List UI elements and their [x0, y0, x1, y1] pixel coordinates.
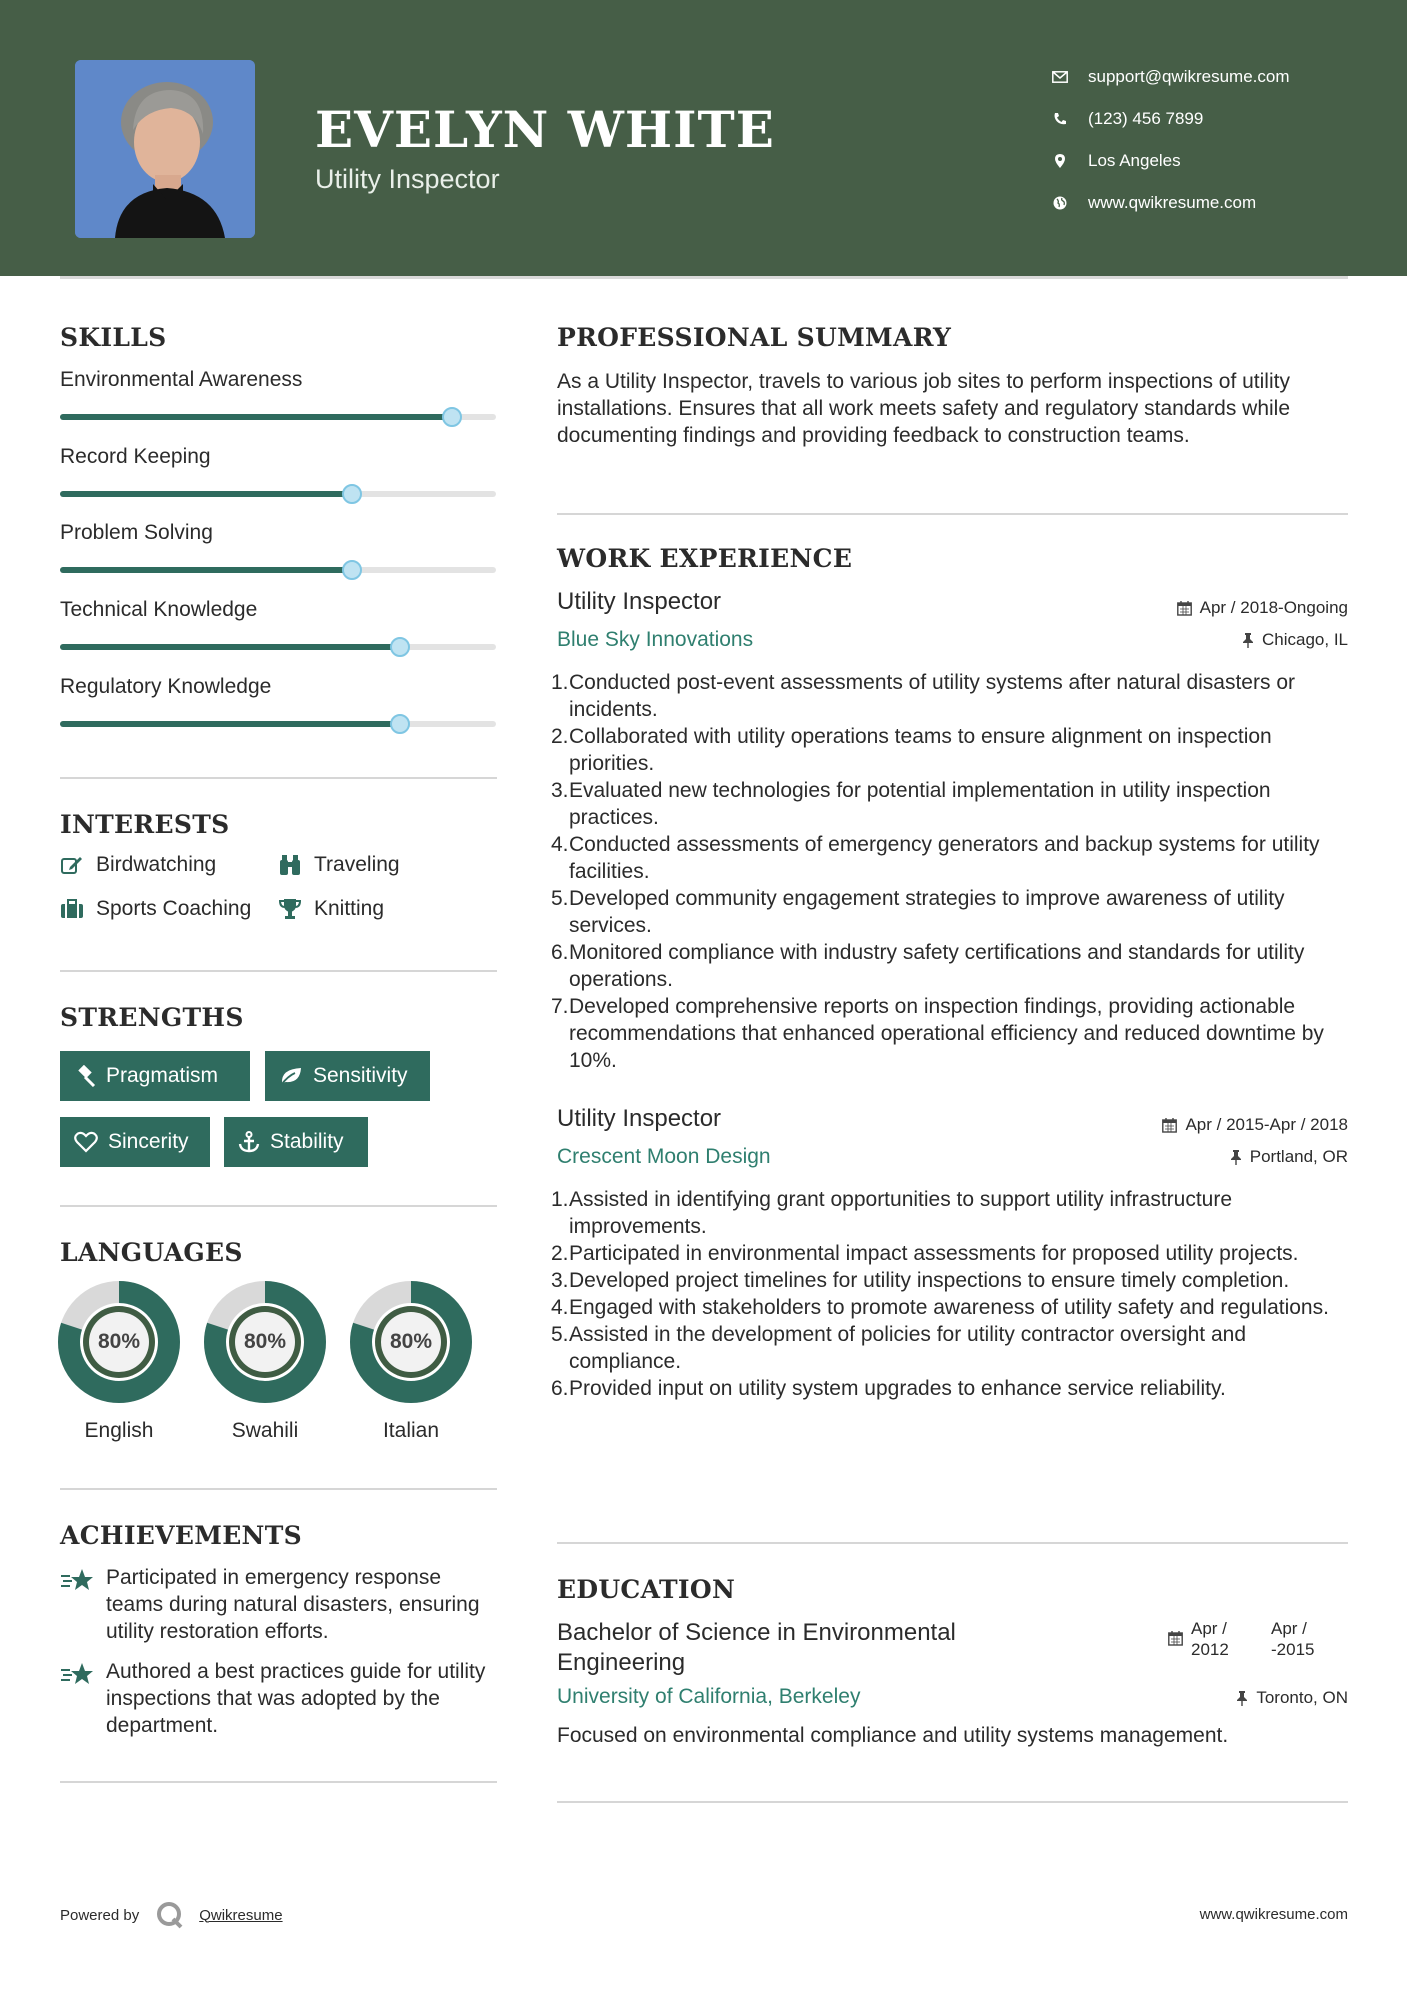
skill-bar — [60, 567, 496, 573]
language-item — [57, 1281, 181, 1443]
contact-location — [1050, 140, 1290, 182]
job-location-text: Chicago, IL — [1262, 630, 1348, 649]
interest-label: Birdwatching — [96, 853, 217, 876]
education-location-text: Toronto, ON — [1256, 1688, 1348, 1707]
education-end: Apr / -2015 — [1271, 1619, 1315, 1659]
section-divider — [60, 1781, 497, 1783]
interest-item — [60, 853, 216, 877]
interest-item — [278, 897, 384, 921]
candidate-name: EVELYN WHITE — [315, 100, 775, 159]
skill-label: Record Keeping — [60, 445, 211, 468]
shooting-star-icon — [60, 1658, 96, 1739]
section-divider — [60, 1205, 497, 1207]
contact-email-text: support@qwikresume.com — [1088, 67, 1290, 86]
job-title: Utility Inspector — [557, 1105, 722, 1132]
language-name: English — [84, 1419, 154, 1442]
strength-tag — [224, 1117, 368, 1167]
education-dates — [1168, 1618, 1314, 1660]
job-bullet: 3. Evaluated new technologies for potential implementation in utility inspection practices. — [551, 779, 1271, 829]
job-bullet: 2. Collaborated with utility operations teams to ensure alignment on inspection priorities. — [551, 725, 1272, 775]
skill-bar — [60, 721, 496, 727]
interest-item — [60, 897, 251, 921]
skill-bar — [60, 644, 496, 650]
interest-item — [278, 853, 400, 877]
calendar-icon — [1168, 1618, 1183, 1660]
candidate-role: Utility Inspector — [315, 164, 500, 194]
job-bullets — [551, 669, 1357, 1074]
language-item — [203, 1281, 327, 1443]
job-bullets — [551, 1186, 1357, 1402]
skill-bar-knob — [442, 407, 462, 427]
contact-phone[interactable] — [1050, 98, 1290, 140]
phone-icon — [1050, 112, 1070, 126]
binoculars-icon — [278, 853, 302, 877]
skill-bar-fill — [60, 721, 400, 727]
globe-icon — [1050, 196, 1070, 210]
interests-title: INTERESTS — [60, 810, 230, 839]
education-degree-line: Bachelor of Science in Environmental — [557, 1619, 956, 1646]
job-bullet: 1. Conducted post-event assessments of utility systems after natural disasters or incidents. — [551, 671, 1295, 721]
section-divider — [60, 970, 497, 972]
job-company: Crescent Moon Design — [557, 1145, 771, 1168]
skill-bar-knob — [342, 484, 362, 504]
trophy-icon — [278, 897, 302, 921]
interest-label: Knitting — [314, 897, 385, 920]
skill-bar-fill — [60, 491, 352, 497]
skill-bar-knob — [390, 637, 410, 657]
pushpin-icon — [1236, 1691, 1248, 1706]
job-bullet: 3. Developed project timelines for utility inspections to ensure timely completion. — [551, 1269, 1290, 1292]
skill-bar-knob — [390, 714, 410, 734]
job-bullet: 2. Participated in environmental impact assessments for proposed utility projects. — [551, 1242, 1299, 1265]
education-school: University of California, Berkeley — [557, 1685, 861, 1708]
strength-tag — [60, 1117, 210, 1167]
job-title: Utility Inspector — [557, 588, 722, 615]
footer-url[interactable]: www.qwikresume.com — [1199, 1906, 1348, 1923]
contact-phone-text: (123) 456 7899 — [1088, 109, 1204, 128]
language-percent: 80% — [97, 1330, 141, 1353]
pushpin-icon — [1230, 1150, 1242, 1165]
contact-website[interactable] — [1050, 182, 1290, 224]
contact-list — [1050, 56, 1290, 224]
section-divider — [557, 1542, 1348, 1544]
footer-powered-by — [60, 1900, 283, 1930]
job-company: Blue Sky Innovations — [557, 628, 754, 651]
job-dates-text: Apr / 2018-Ongoing — [1199, 598, 1348, 617]
strength-label: Sensitivity — [313, 1064, 408, 1087]
map-pin-icon — [1050, 154, 1070, 168]
language-progress-ring — [58, 1281, 180, 1403]
section-divider — [557, 513, 1348, 515]
strength-tag — [265, 1051, 430, 1101]
skill-bar-fill — [60, 414, 452, 420]
job-bullet: 4. Conducted assessments of emergency generators and backup systems for utility facilities. — [551, 833, 1320, 883]
strength-label: Pragmatism — [106, 1064, 219, 1087]
skill-label: Technical Knowledge — [60, 598, 258, 621]
powered-by-text: Powered by — [60, 1906, 140, 1924]
job-bullet: 1. Assisted in identifying grant opportunities to support utility infrastructure improvements. — [551, 1188, 1233, 1238]
interest-label: Traveling — [314, 853, 400, 876]
skill-bar — [60, 414, 496, 420]
strength-label: Stability — [270, 1130, 344, 1153]
contact-email[interactable] — [1050, 56, 1290, 98]
header-divider — [60, 276, 1348, 279]
qwikresume-logo-icon — [155, 1900, 185, 1930]
envelope-icon — [1050, 71, 1070, 83]
skill-bar — [60, 491, 496, 497]
strength-label: Sincerity — [108, 1130, 189, 1153]
experience-title: WORK EXPERIENCE — [557, 544, 853, 573]
achievement-text: Authored a best practices guide for utility inspections that was adopted by the department. — [106, 1660, 486, 1737]
language-name: Italian — [382, 1419, 440, 1442]
skill-label: Regulatory Knowledge — [60, 675, 272, 698]
summary-text: As a Utility Inspector, travels to various job sites to perform inspections of utility installations. Ensures that all work meets safety and regulatory standards while documenting findings and providing feedback to construction teams. — [557, 370, 1291, 447]
job-bullet: 6. Provided input on utility system upgrades to enhance service reliability. — [551, 1377, 1226, 1400]
strengths-title: STRENGTHS — [60, 1003, 244, 1032]
gavel-icon — [74, 1065, 96, 1087]
job-bullet: 6. Monitored compliance with industry safety certifications and standards for utility operations. — [551, 941, 1305, 991]
language-name: Swahili — [231, 1419, 299, 1442]
skill-label: Problem Solving — [60, 521, 213, 544]
briefcase-icon — [60, 897, 84, 921]
language-progress-ring — [204, 1281, 326, 1403]
calendar-icon — [1162, 1118, 1177, 1133]
resume-header — [0, 0, 1407, 276]
shooting-star-icon — [60, 1564, 96, 1645]
job-location — [1230, 1147, 1348, 1167]
pushpin-icon — [1242, 633, 1254, 648]
section-divider — [557, 1801, 1348, 1803]
calendar-icon — [1177, 601, 1192, 616]
contact-website-text: www.qwikresume.com — [1088, 193, 1257, 212]
job-dates — [1177, 598, 1348, 618]
achievement-item — [60, 1564, 500, 1645]
anchor-icon — [238, 1131, 260, 1153]
job-bullet: 7. Developed comprehensive reports on inspection findings, providing actionable recommendations that enhanced operational efficiency and reduced downtime by 10%. — [551, 995, 1324, 1072]
contact-location-text: Los Angeles — [1088, 151, 1181, 170]
qwikresume-link[interactable]: Qwikresume — [199, 1906, 283, 1924]
job-dates-text: Apr / 2015-Apr / 2018 — [1185, 1115, 1348, 1134]
skill-label: Environmental Awareness — [60, 368, 303, 391]
language-progress-ring — [350, 1281, 472, 1403]
job-bullet: 5. Assisted in the development of policies for utility contractor oversight and compliance. — [551, 1323, 1247, 1373]
language-percent: 80% — [243, 1330, 287, 1353]
education-description: Focused on environmental compliance and utility systems management. — [557, 1724, 1229, 1747]
job-bullet: 4. Engaged with stakeholders to promote awareness of utility safety and regulations. — [551, 1296, 1329, 1319]
education-degree — [557, 1618, 956, 1678]
summary-title: PROFESSIONAL SUMMARY — [557, 323, 952, 352]
languages-title: LANGUAGES — [60, 1238, 243, 1267]
skill-bar-fill — [60, 644, 400, 650]
job-location — [1242, 630, 1348, 650]
job-location-text: Portland, OR — [1249, 1147, 1348, 1166]
heart-icon — [74, 1131, 98, 1153]
language-item — [349, 1281, 473, 1443]
interest-label: Sports Coaching — [96, 897, 252, 920]
achievement-item — [60, 1658, 500, 1739]
achievements-title: ACHIEVEMENTS — [60, 1521, 302, 1550]
job-bullet: 5. Developed community engagement strategies to improve awareness of utility services. — [551, 887, 1285, 937]
achievement-text: Participated in emergency response teams during natural disasters, ensuring utility restoration efforts. — [106, 1566, 480, 1643]
skill-bar-fill — [60, 567, 352, 573]
education-location — [1236, 1688, 1348, 1708]
language-percent: 80% — [389, 1330, 433, 1353]
leaf-icon — [279, 1066, 303, 1086]
education-start: Apr / 2012 — [1191, 1619, 1229, 1659]
section-divider — [60, 777, 497, 779]
skill-bar-knob — [342, 560, 362, 580]
pencil-square-icon — [60, 853, 84, 877]
strength-tag — [60, 1051, 250, 1101]
skills-title: SKILLS — [60, 323, 167, 352]
education-degree-line: Engineering — [557, 1649, 686, 1676]
section-divider — [60, 1488, 497, 1490]
job-dates — [1162, 1115, 1348, 1135]
education-title: EDUCATION — [557, 1575, 736, 1604]
profile-photo — [75, 60, 255, 238]
